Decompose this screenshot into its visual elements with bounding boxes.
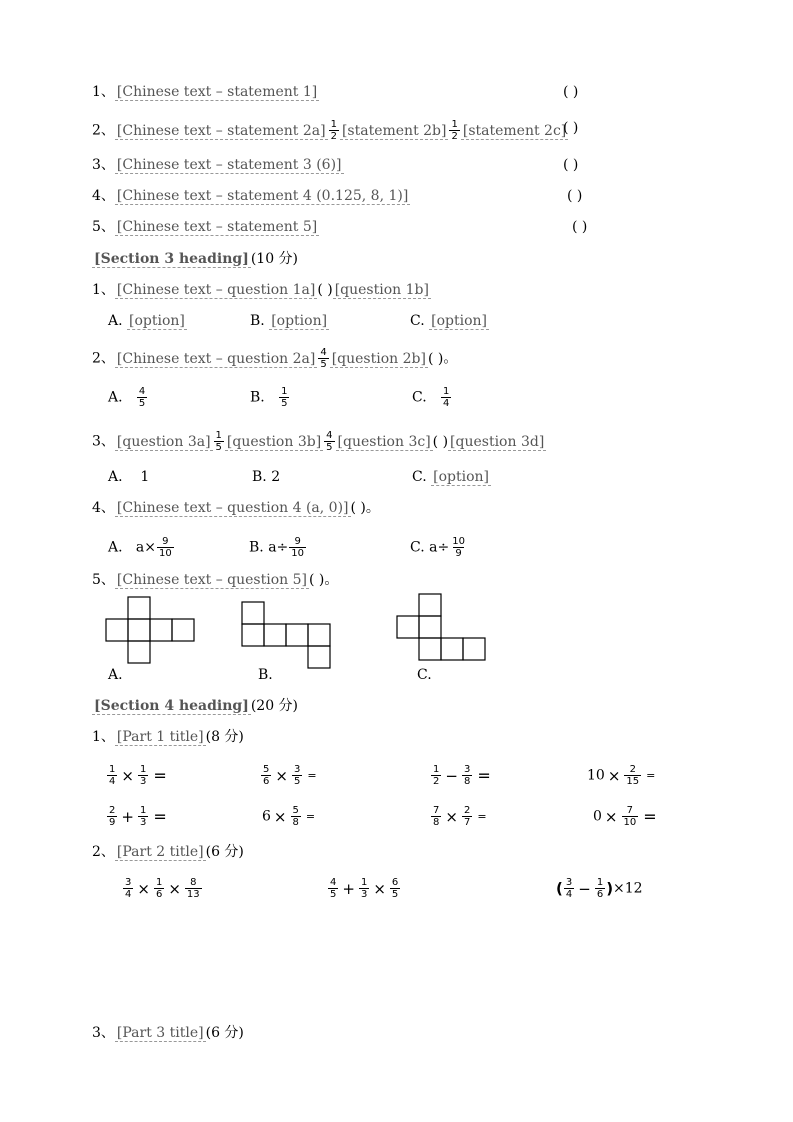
cube-net-b[interactable] <box>242 602 330 668</box>
cube-nets-figure <box>0 590 600 670</box>
net-label-a[interactable]: A. <box>108 667 123 683</box>
oral-problem: $\frac{5}{6}$ × $\frac{3}{5}$ = <box>263 764 317 787</box>
oral-calc-title: 1、 [Part 1 title] (8 分) <box>92 729 244 745</box>
choice-2-option-b[interactable]: B. $\frac{1}{5}$ <box>250 386 288 409</box>
choice-3-option-c[interactable]: C. [option] <box>412 469 489 485</box>
judge-item-1: 1、 [Chinese text – statement 1] <box>92 84 318 100</box>
choice-4-option-c[interactable]: C. a÷ $\frac{10}{9}$ <box>410 536 465 559</box>
step-problem-2: $\frac{4}{5}$ + $\frac{1}{3}$ × $\frac{6}{5}$ <box>330 877 399 900</box>
fraction: $\frac{1}{2}$ <box>330 119 337 142</box>
choice-4-option-b[interactable]: B. a÷ $\frac{9}{10}$ <box>249 536 305 559</box>
cube-net-c[interactable] <box>397 594 485 660</box>
fraction: $\frac{1}{2}$ <box>451 119 458 142</box>
answer-paren[interactable]: ( ) <box>563 120 579 136</box>
answer-paren[interactable]: ( ) <box>350 500 366 516</box>
choice-question-3: 3、 [question 3a] $\frac{1}{5}$ [question 3b] $\frac{4}{5}$ [question 3c] ( ) [question 3d] <box>92 430 545 453</box>
fraction: $\frac{4}{5}$ <box>326 430 333 453</box>
answer-paren[interactable]: ( ) <box>572 219 588 235</box>
fraction: $\frac{4}{5}$ <box>320 347 327 370</box>
cube-net-a[interactable] <box>106 597 194 663</box>
answer-paren[interactable]: ( ) <box>432 433 449 450</box>
choice-question-5: 5、 [Chinese text – question 5] ( )。 <box>92 572 339 588</box>
judge-item-5: 5、 [Chinese text – statement 5] <box>92 219 318 235</box>
section-4-heading: [Section 4 heading] (20 分) <box>94 698 299 714</box>
choice-2-option-a[interactable]: A. $\frac{4}{5}$ <box>108 386 146 409</box>
answer-paren[interactable]: ( ) <box>567 188 583 204</box>
choice-4-option-a[interactable]: A. a× $\frac{9}{10}$ <box>108 536 172 559</box>
choice-3-option-a[interactable]: A. 1 <box>108 469 150 485</box>
oral-problem: $\frac{7}{8}$ × $\frac{2}{7}$ = <box>433 805 487 828</box>
oral-problem: $\frac{2}{9}$ + $\frac{1}{3}$ = <box>109 805 167 828</box>
oral-problem: 0 × $\frac{7}{10}$ = <box>593 805 657 828</box>
judge-item-2: 2、 [Chinese text – statement 2a] $\frac{1}{2}$ [statement 2b] $\frac{1}{2}$ [statement 2c] <box>92 119 567 142</box>
choice-question-2: 2、 [Chinese text – question 2a] $\frac{4}{5}$ [question 2b] ( )。 <box>92 347 458 370</box>
step-calc-title: 2、 [Part 2 title] (6 分) <box>92 844 244 860</box>
answer-paren[interactable]: ( ) <box>427 350 444 367</box>
choice-question-1: 1、 [Chinese text – question 1a] ( ) [question 1b] <box>92 282 429 298</box>
answer-paren[interactable]: ( ) <box>563 84 579 100</box>
oral-problem: $\frac{1}{4}$ × $\frac{1}{3}$ = <box>109 764 167 787</box>
choice-3-option-b[interactable]: B. 2 <box>252 469 281 485</box>
net-label-b[interactable]: B. <box>258 667 273 683</box>
choice-1-option-b[interactable]: B. [option] <box>250 313 328 329</box>
equation-title: 3、 [Part 3 title] (6 分) <box>92 1025 244 1041</box>
oral-problem: $\frac{1}{2}$ − $\frac{3}{8}$ = <box>433 764 491 787</box>
choice-question-4: 4、 [Chinese text – question 4 (a, 0)] ( )。 <box>92 500 380 516</box>
net-label-c[interactable]: C. <box>417 667 432 683</box>
answer-paren[interactable]: ( ) <box>308 572 325 588</box>
choice-1-option-c[interactable]: C. [option] <box>410 313 487 329</box>
oral-problem: 6 × $\frac{5}{8}$ = <box>262 805 316 828</box>
choice-2-option-c[interactable]: C. $\frac{1}{4}$ <box>412 386 450 409</box>
step-problem-3: ( $\frac{3}{4}$ − $\frac{1}{6}$ )×12 <box>556 877 643 900</box>
section-3-heading: [Section 3 heading] (10 分) <box>94 251 299 267</box>
answer-paren[interactable]: ( ) <box>563 157 579 173</box>
step-problem-1: $\frac{3}{4}$ × $\frac{1}{6}$ × $\frac{8}{13}$ <box>125 877 200 900</box>
choice-1-option-a[interactable]: A. [option] <box>108 313 185 329</box>
fraction: $\frac{1}{5}$ <box>215 430 222 453</box>
oral-problem: 10 × $\frac{2}{15}$ = <box>587 764 656 787</box>
answer-paren[interactable]: ( ) <box>317 282 333 298</box>
judge-item-3: 3、 [Chinese text – statement 3 (6)] <box>92 157 342 173</box>
judge-item-4: 4、 [Chinese text – statement 4 (0.125, 8, 1)] <box>92 188 409 204</box>
